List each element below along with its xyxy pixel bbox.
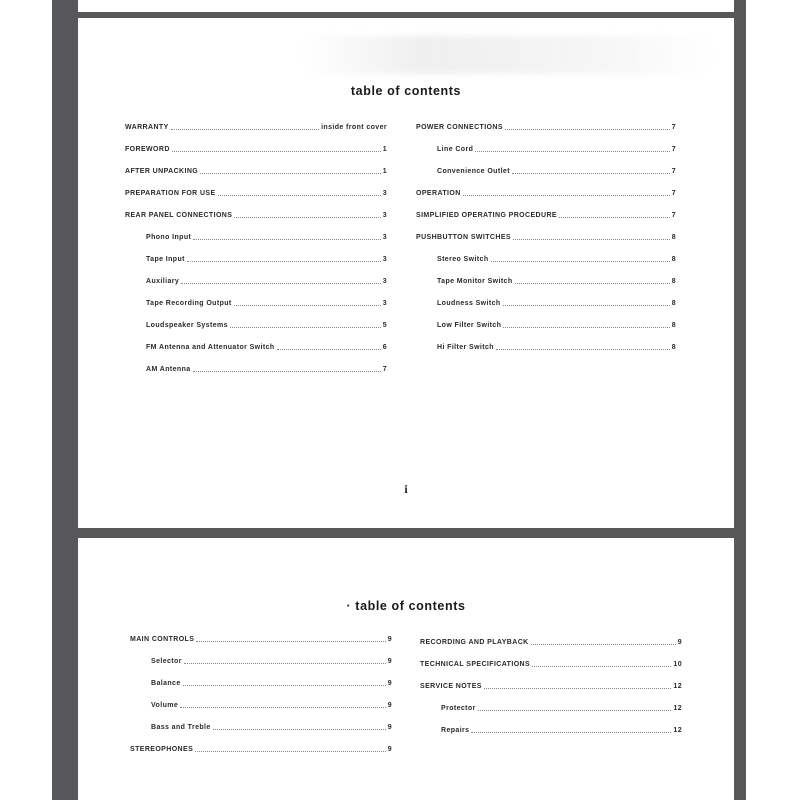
toc-entry: [125, 165, 387, 176]
toc-dot-leader: [193, 238, 380, 240]
toc-subsection-label: Hi Filter Switch: [437, 344, 494, 351]
toc-subsection-label: Line Cord: [437, 146, 474, 153]
document-page-i: [78, 18, 734, 528]
toc-page-number: 3: [382, 256, 387, 263]
toc-section-label: STEREOPHONES: [130, 746, 194, 753]
toc-entry: [416, 187, 676, 198]
toc-entry: [420, 680, 682, 691]
toc-dot-leader: [559, 216, 670, 218]
toc-entry: [420, 658, 682, 669]
toc-subsection-label: Phono Input: [146, 234, 192, 241]
toc-page-number: 8: [671, 278, 676, 285]
toc-entry: [125, 121, 387, 132]
toc-entry: [416, 297, 676, 308]
toc-dot-leader: [196, 640, 385, 642]
toc-page-number: 6: [382, 344, 387, 351]
toc-entry: [130, 655, 392, 666]
toc-subsection-label: Stereo Switch: [437, 256, 489, 263]
toc-entry: [130, 633, 392, 644]
toc-section-label: SIMPLIFIED OPERATING PROCEDURE: [416, 212, 557, 219]
toc-page-number: 7: [671, 212, 676, 219]
toc-dot-leader: [503, 326, 669, 328]
toc-page-number: 1: [382, 146, 387, 153]
toc-entry: [130, 743, 392, 754]
toc-entry: [125, 363, 387, 374]
toc-dot-leader: [234, 304, 381, 306]
toc-entry: [420, 724, 682, 735]
toc-dot-leader: [218, 194, 381, 196]
toc-dot-leader: [471, 731, 671, 733]
page-title: table of contents: [350, 84, 462, 98]
toc-dot-leader: [234, 216, 380, 218]
toc-dot-leader: [463, 194, 670, 196]
toc-section-label: POWER CONNECTIONS: [416, 124, 503, 131]
toc-section-label: PREPARATION FOR USE: [125, 190, 216, 197]
toc-dot-leader: [230, 326, 381, 328]
toc-page-number: 9: [387, 702, 392, 709]
toc-page-number: 7: [671, 190, 676, 197]
toc-page-number: 8: [671, 234, 676, 241]
toc-entry: [130, 721, 392, 732]
toc-entry: [125, 341, 387, 352]
toc-page-number: 12: [673, 705, 682, 712]
toc-page-number: 9: [387, 680, 392, 687]
toc-dot-leader: [180, 706, 386, 708]
toc-entry: [420, 636, 682, 647]
toc-page-number: 5: [382, 322, 387, 329]
toc-subsection-label: Selector: [151, 658, 182, 665]
toc-entry: [416, 209, 676, 220]
toc-subsection-label: Loudspeaker Systems: [146, 322, 228, 329]
toc-section-label: MAIN CONTROLS: [130, 636, 195, 643]
toc-page-number: 7: [671, 168, 676, 175]
toc-dot-leader: [505, 128, 670, 130]
toc-section-label: WARRANTY: [125, 124, 169, 131]
toc-entry: [420, 702, 682, 713]
toc-entry: [416, 253, 676, 264]
toc-dot-leader: [531, 643, 676, 645]
toc-subsection-label: Tape Monitor Switch: [437, 278, 513, 285]
toc-dot-leader: [503, 304, 670, 306]
toc-subsection-label: Convenience Outlet: [437, 168, 510, 175]
toc-subsection-label: Low Filter Switch: [437, 322, 502, 329]
toc-page-number: 3: [382, 234, 387, 241]
toc-entry: [130, 677, 392, 688]
page-number: i: [404, 482, 408, 496]
toc-entry: [416, 319, 676, 330]
toc-page-number: 1: [382, 168, 387, 175]
toc-subsection-label: Loudness Switch: [437, 300, 501, 307]
toc-page-number: 7: [382, 366, 387, 373]
toc-page-number: 9: [387, 746, 392, 753]
scan-smudge: [298, 36, 718, 74]
toc-entry: [125, 319, 387, 330]
toc-subsection-label: Tape Recording Output: [146, 300, 232, 307]
toc-section-label: SERVICE NOTES: [420, 683, 482, 690]
toc-subsection-label: Bass and Treble: [151, 724, 211, 731]
toc-dot-leader: [184, 662, 386, 664]
toc-subsection-label: Balance: [151, 680, 181, 687]
toc-dot-leader: [195, 750, 386, 752]
toc-entry: [416, 341, 676, 352]
toc-section-label: TECHNICAL SPECIFICATIONS: [420, 661, 531, 668]
page-title: · table of contents: [346, 599, 466, 613]
toc-dot-leader: [491, 260, 670, 262]
toc-entry: [125, 253, 387, 264]
toc-entry: [125, 187, 387, 198]
toc-entry: [416, 231, 676, 242]
toc-page-number: 3: [382, 300, 387, 307]
toc-section-label: FOREWORD: [125, 146, 170, 153]
toc-dot-leader: [187, 260, 381, 262]
toc-dot-leader: [484, 687, 672, 689]
toc-entry: [130, 699, 392, 710]
toc-subsection-label: AM Antenna: [146, 366, 191, 373]
toc-entry: [125, 143, 387, 154]
toc-section-label: AFTER UNPACKING: [125, 168, 199, 175]
toc-dot-leader: [532, 665, 671, 667]
toc-dot-leader: [172, 150, 381, 152]
toc-section-label: OPERATION: [416, 190, 461, 197]
toc-dot-leader: [515, 282, 670, 284]
toc-dot-leader: [496, 348, 670, 350]
toc-subsection-label: Volume: [151, 702, 179, 709]
toc-entry: [125, 231, 387, 242]
toc-page-number: 3: [382, 190, 387, 197]
toc-page-number: 3: [382, 278, 387, 285]
toc-dot-leader: [181, 282, 381, 284]
toc-entry: [416, 143, 676, 154]
toc-subsection-label: Protector: [441, 705, 476, 712]
toc-dot-leader: [478, 709, 672, 711]
toc-section-label: REAR PANEL CONNECTIONS: [125, 212, 233, 219]
toc-page-number: inside front cover: [321, 124, 387, 131]
toc-dot-leader: [277, 348, 381, 350]
toc-page-number: 8: [671, 256, 676, 263]
toc-section-label: RECORDING AND PLAYBACK: [420, 639, 529, 646]
toc-dot-leader: [171, 128, 319, 130]
toc-dot-leader: [183, 684, 386, 686]
toc-page-number: 9: [387, 658, 392, 665]
toc-page-number: 9: [387, 724, 392, 731]
toc-subsection-label: Auxiliary: [146, 278, 180, 285]
toc-page-number: 8: [671, 300, 676, 307]
toc-subsection-label: FM Antenna and Attenuator Switch: [146, 344, 275, 351]
toc-dot-leader: [193, 370, 381, 372]
toc-entry: [416, 275, 676, 286]
toc-entry: [125, 275, 387, 286]
toc-dot-leader: [513, 238, 670, 240]
toc-entry: [416, 165, 676, 176]
toc-subsection-label: Tape Input: [146, 256, 185, 263]
toc-entry: [125, 209, 387, 220]
toc-page-number: 8: [671, 344, 676, 351]
toc-dot-leader: [475, 150, 669, 152]
toc-section-label: PUSHBUTTON SWITCHES: [416, 234, 511, 241]
toc-page-number: 12: [673, 727, 682, 734]
toc-page-number: 3: [382, 212, 387, 219]
toc-dot-leader: [200, 172, 381, 174]
toc-dot-leader: [213, 728, 386, 730]
toc-page-number: 9: [387, 636, 392, 643]
toc-page-number: 12: [673, 683, 682, 690]
document-page-ii: [78, 538, 734, 800]
toc-entry: [416, 121, 676, 132]
toc-entry: [125, 297, 387, 308]
toc-page-number: 7: [671, 146, 676, 153]
toc-subsection-label: Repairs: [441, 727, 470, 734]
previous-page-edge: [78, 0, 734, 12]
toc-page-number: 7: [671, 124, 676, 131]
toc-dot-leader: [512, 172, 670, 174]
toc-page-number: 10: [673, 661, 682, 668]
toc-page-number: 9: [677, 639, 682, 646]
toc-page-number: 8: [671, 322, 676, 329]
